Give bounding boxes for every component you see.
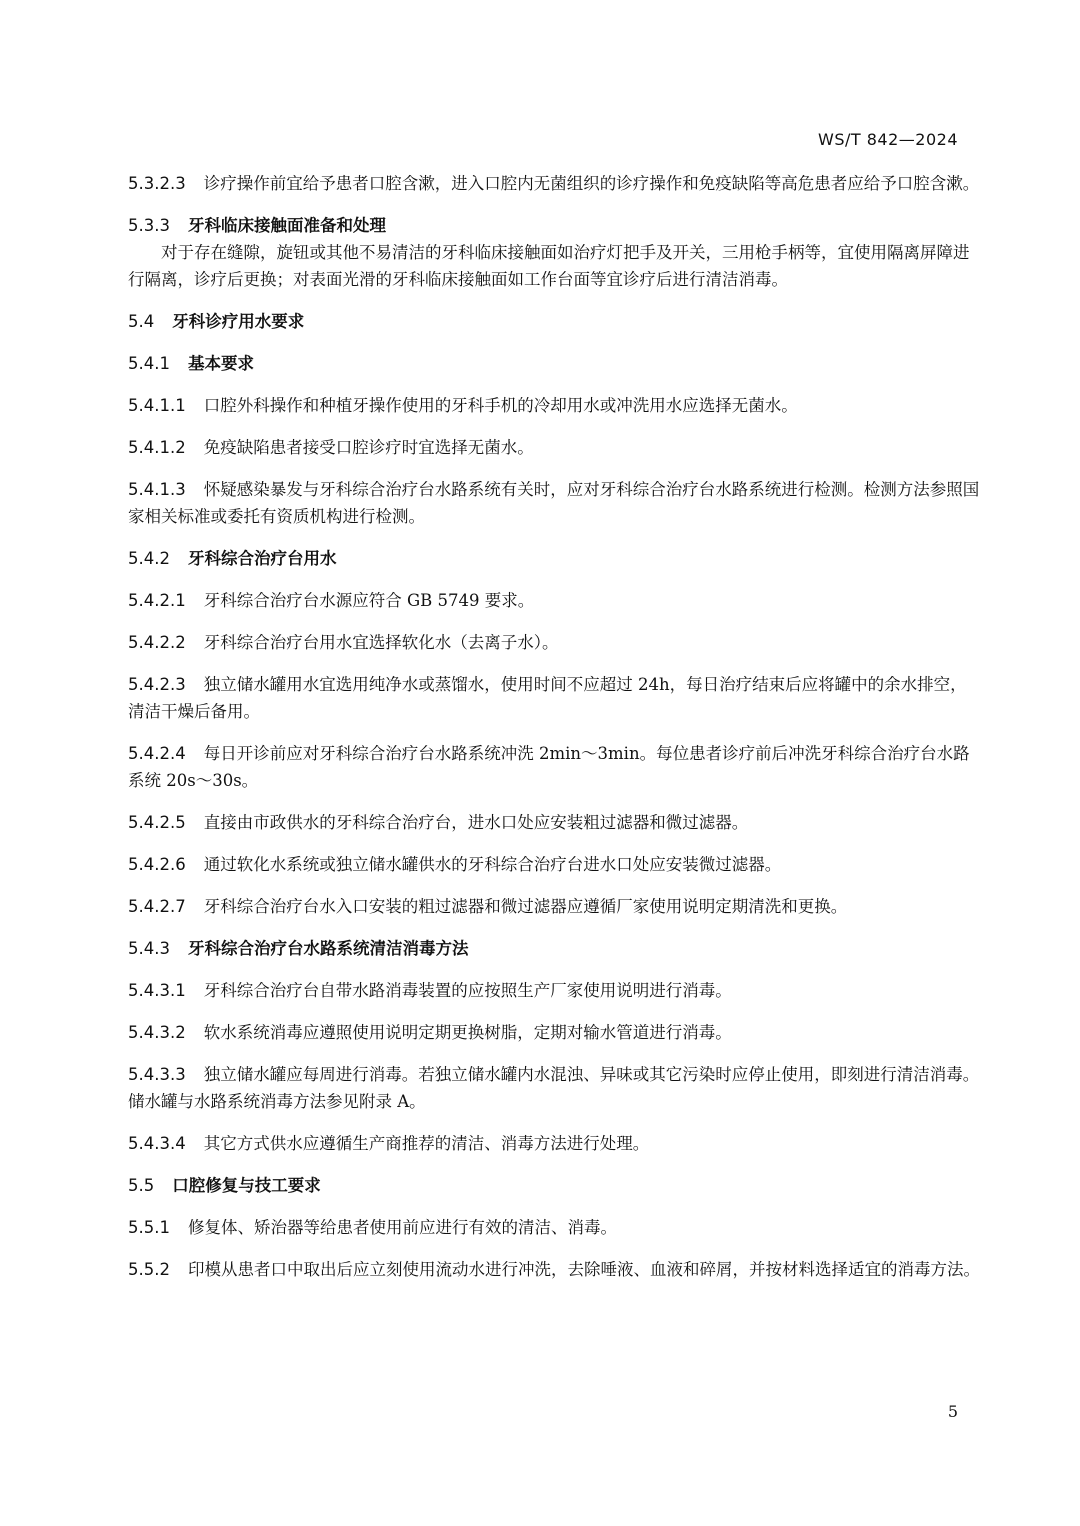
clause-text: 直接由市政供水的牙科综合治疗台，进水口处应安装粗过滤器和微过滤器。 <box>203 813 749 832</box>
clause-number: 5.4.2.2 <box>128 633 186 652</box>
clause-text: 通过软化水系统或独立储水罐供水的牙科综合治疗台进水口处应安装微过滤器。 <box>203 855 782 874</box>
heading-text: 口腔修复与技工要求 <box>172 1176 321 1195</box>
heading-number: 5.4.2 <box>128 549 170 568</box>
clause-number: 5.5.2 <box>128 1260 170 1279</box>
clause-text: 口腔外科操作和种植牙操作使用的牙科手机的冷却用水或冲洗用水应选择无菌水。 <box>203 396 798 415</box>
heading-5-4 <box>128 308 980 335</box>
clause-text: 免疫缺陷患者接受口腔诊疗时宜选择无菌水。 <box>203 438 534 457</box>
page-number: 5 <box>947 1402 958 1421</box>
clause-number: 5.4.3.3 <box>128 1065 186 1084</box>
clause-text: 每日开诊前应对牙科综合治疗台水路系统冲洗 2min～3min。每位患者诊疗前后冲洗牙科综合治疗台水路系统 20s～30s。 <box>128 744 970 790</box>
clause-number: 5.4.2.1 <box>128 591 186 610</box>
paragraph-5-3-3: 对于存在缝隙，旋钮或其他不易清洁的牙科临床接触面如治疗灯把手及开关，三用枪手柄等，宜使用隔离屏障进行隔离，诊疗后更换；对表面光滑的牙科临床接触面如工作台面等宜诊疗后进行清洁消毒。 <box>128 243 970 289</box>
clause-text: 其它方式供水应遵循生产商推荐的清洁、消毒方法进行处理。 <box>203 1134 650 1153</box>
clause-number: 5.4.2.4 <box>128 744 186 763</box>
clause-5-4-1-3 <box>128 476 980 530</box>
clause-5-4-2-1 <box>128 587 980 614</box>
clause-5-4-2-2 <box>128 629 980 656</box>
clause-5-4-1-2 <box>128 434 980 461</box>
clause-text: 软水系统消毒应遵照使用说明定期更换树脂，定期对输水管道进行消毒。 <box>203 1023 732 1042</box>
clause-number: 5.4.2.6 <box>128 855 186 874</box>
standard-code: WS/T 842—2024 <box>818 130 958 149</box>
clause-number: 5.4.3.2 <box>128 1023 186 1042</box>
heading-number: 5.5 <box>128 1176 155 1195</box>
heading-text: 牙科综合治疗台水路系统清洁消毒方法 <box>187 939 469 958</box>
clause-text: 独立储水罐应每周进行消毒。若独立储水罐内水混浊、异味或其它污染时应停止使用，即刻进行清洁消毒。储水罐与水路系统消毒方法参见附录 A。 <box>128 1065 980 1111</box>
clause-5-4-3-1 <box>128 977 980 1004</box>
clause-5-4-2-5 <box>128 809 980 836</box>
heading-5-4-3 <box>128 935 980 962</box>
heading-5-5 <box>128 1172 980 1199</box>
heading-number: 5.3.3 <box>128 216 170 235</box>
clause-5-4-2-3 <box>128 671 980 725</box>
heading-number: 5.4.1 <box>128 354 170 373</box>
heading-5-4-1 <box>128 350 980 377</box>
clause-number: 5.4.1.2 <box>128 438 186 457</box>
clause-5-4-2-6 <box>128 851 980 878</box>
clause-5-3-2-3 <box>128 170 980 197</box>
clause-number: 5.4.1.3 <box>128 480 186 499</box>
heading-text: 基本要求 <box>187 354 254 373</box>
heading-text: 牙科诊疗用水要求 <box>172 312 305 331</box>
clause-number: 5.4.2.7 <box>128 897 186 916</box>
clause-number: 5.5.1 <box>128 1218 170 1237</box>
clause-number: 5.4.3.1 <box>128 981 186 1000</box>
clause-text: 牙科综合治疗台自带水路消毒装置的应按照生产厂家使用说明进行消毒。 <box>203 981 732 1000</box>
clause-number: 5.4.2.3 <box>128 675 186 694</box>
clause-text: 牙科综合治疗台用水宜选择软化水（去离子水）。 <box>203 633 559 652</box>
clause-number: 5.4.1.1 <box>128 396 186 415</box>
clause-number: 5.4.3.4 <box>128 1134 186 1153</box>
heading-number: 5.4.3 <box>128 939 170 958</box>
clause-number: 5.3.2.3 <box>128 174 186 193</box>
clause-text: 怀疑感染暴发与牙科综合治疗台水路系统有关时，应对牙科综合治疗台水路系统进行检测。检测方法参照国家相关标准或委托有资质机构进行检测。 <box>128 480 980 526</box>
heading-text: 牙科综合治疗台用水 <box>187 549 337 568</box>
clause-5-4-3-2 <box>128 1019 980 1046</box>
heading-5-3-3 <box>128 212 980 239</box>
document-body <box>128 170 980 1283</box>
clause-5-4-3-4 <box>128 1130 980 1157</box>
clause-text: 牙科综合治疗台水源应符合 GB 5749 要求。 <box>203 591 535 610</box>
heading-5-4-2 <box>128 545 980 572</box>
clause-5-4-2-7 <box>128 893 980 920</box>
clause-5-5-1 <box>128 1214 980 1241</box>
clause-text: 印模从患者口中取出后应立刻使用流动水进行冲洗，去除唾液、血液和碎屑，并按材料选择适宜的消毒方法。 <box>187 1260 980 1279</box>
clause-number: 5.4.2.5 <box>128 813 186 832</box>
clause-text: 独立储水罐用水宜选用纯净水或蒸馏水，使用时间不应超过 24h，每日治疗结束后应将罐中的余水排空，清洁干燥后备用。 <box>128 675 967 721</box>
clause-text: 牙科综合治疗台水入口安装的粗过滤器和微过滤器应遵循厂家使用说明定期清洗和更换。 <box>203 897 848 916</box>
heading-number: 5.4 <box>128 312 155 331</box>
clause-5-5-2 <box>128 1256 980 1283</box>
clause-text: 修复体、矫治器等给患者使用前应进行有效的清洁、消毒。 <box>187 1218 617 1237</box>
clause-5-4-3-3 <box>128 1061 980 1115</box>
clause-text: 诊疗操作前宜给予患者口腔含漱，进入口腔内无菌组织的诊疗操作和免疫缺陷等高危患者应给予口腔含漱。 <box>203 174 980 193</box>
clause-5-4-1-1 <box>128 392 980 419</box>
clause-5-4-2-4 <box>128 740 980 794</box>
heading-text: 牙科临床接触面准备和处理 <box>187 216 386 235</box>
